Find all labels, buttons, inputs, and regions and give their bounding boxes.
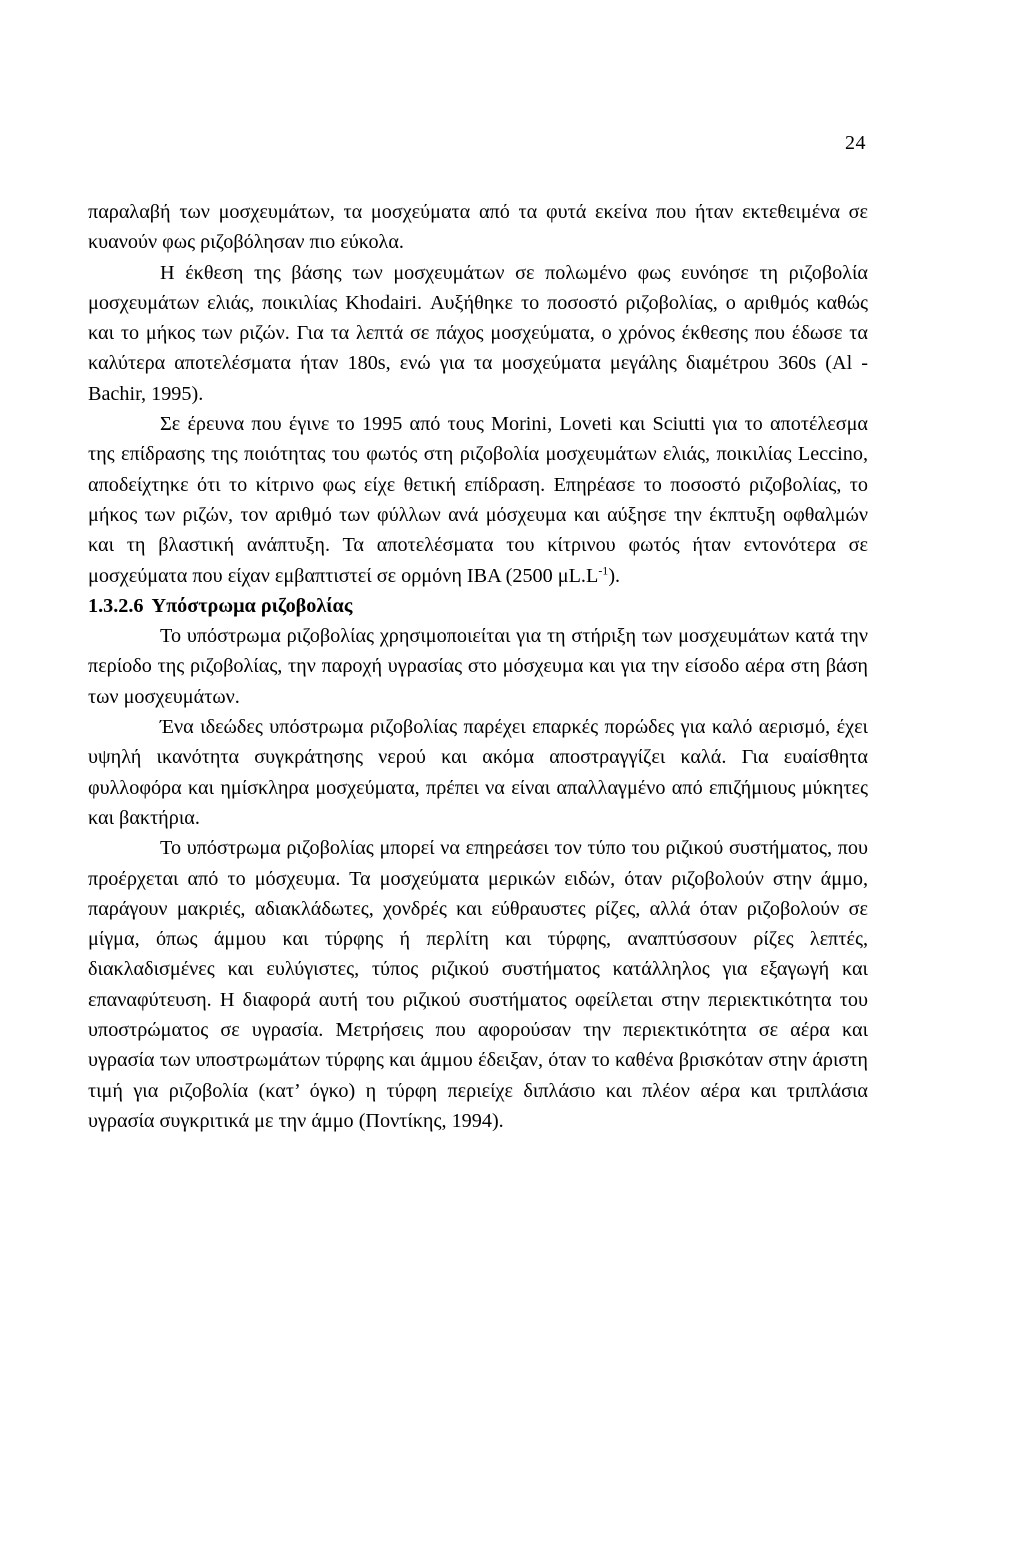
paragraph: Η έκθεση της βάσης των μοσχευμάτων σε πολωμένο φως ευνόησε τη ριζοβολία μοσχευμάτων ελιάς, ποικιλίας Khodairi. Αυξήθηκε το ποσοστό ριζοβολίας, ο αριθμός καθώς και το μήκος των ριζών. Για τα λεπτά σε πάχος μοσχεύματα, ο χρόνος έκθεσης που έδωσε τα καλύτερα αποτελέσματα ήταν 180s, ενώ για τα μοσχεύματα μεγάλης διαμέτρου 360s (Al - Bachir, 1995). [88, 261, 868, 405]
section-heading [88, 591, 868, 621]
paragraph-text: Σε έρευνα που έγινε το 1995 από τους Morini, Loveti και Sciutti για το αποτέλεσμα της επίδρασης της ποιότητας του φωτός στη ριζοβολία μοσχευμάτων ελιάς, ποικιλίας Leccino, αποδείχτηκε ότι το κίτρινο φως είχε θετική επίδραση. Επηρέασε το ποσοστό ριζοβολίας, το μήκος των ριζών, τον αριθμό των φύλλων ανά μόσχευμα και αύξησε την έκπτυξη οφθαλμών και τη βλαστική ανάπτυξη. Τα αποτελέσματα του κίτρινου φωτός ήταν εντονότερα σε μοσχεύματα που είχαν εμβαπτιστεί σε ορμόνη IBA (2500 μL.L [88, 413, 868, 587]
section-title: Υπόστρωμα ριζοβολίας [151, 594, 353, 617]
paragraph: Ένα ιδεώδες υπόστρωμα ριζοβολίας παρέχει επαρκές πορώδες για καλό αερισμό, έχει υψηλή ικανότητα συγκράτησης νερού και ακόμα αποστραγγίζει καλά. Για ευαίσθητα φυλλοφόρα και ημίσκληρα μοσχεύματα, πρέπει να είναι απαλλαγμένο από επιζήμιους μύκητες και βακτήρια. [88, 716, 868, 829]
paragraph: παραλαβή των μοσχευμάτων, τα μοσχεύματα από τα φυτά εκείνα που ήταν εκτεθειμένα σε κυανούν φως ριζοβόλησαν πιο εύκολα. [88, 201, 868, 254]
paragraph: Το υπόστρωμα ριζοβολίας χρησιμοποιείται για τη στήριξη των μοσχευμάτων κατά την περίοδο της ριζοβολίας, την παροχή υγρασίας στο μόσχευμα και για την είσοδο αέρα στη βάση των μοσχευμάτων. [88, 625, 868, 708]
section-number: 1.3.2.6 [88, 594, 144, 617]
document-body [88, 197, 868, 1136]
paragraph: Το υπόστρωμα ριζοβολίας μπορεί να επηρεάσει τον τύπο του ριζικού συστήματος, που προέρχεται από το μόσχευμα. Τα μοσχεύματα μερικών ειδών, όταν ριζοβολούν στην άμμο, παράγουν μακριές, αδιακλάδωτες, χονδρές και εύθραυστες ρίζες, αλλά όταν ριζοβολούν σε μίγμα, όπως άμμου και τύρφης ή περλίτη και τύρφης, αναπτύσσουν ρίζες λεπτές, διακλαδισμένες και ευλύγιστες, τύπος ριζικού συστήματος κατάλληλος για εξαγωγή και επαναφύτευση. Η διαφορά αυτή του ριζικού συστήματος οφείλεται στην περιεκτικότητα του υποστρώματος σε υγρασία. Μετρήσεις που αφορούσαν την περιεκτικότητα σε αέρα και υγρασία των υποστρωμάτων τύρφης και άμμου έδειξαν, όταν το καθένα βρισκόταν στην άριστη τιμή για ριζοβολία (κατ’ όγκο) η τύρφη περιείχε διπλάσιο και πλέον αέρα και τριπλάσια υγρασία συγκριτικά με την άμμο (Ποντίκης, 1994). [88, 837, 868, 1132]
page-number: 24 [845, 132, 866, 154]
paragraph-text-end: ). [608, 564, 621, 587]
paragraph [88, 409, 868, 591]
unit-superscript: -1 [598, 562, 609, 577]
